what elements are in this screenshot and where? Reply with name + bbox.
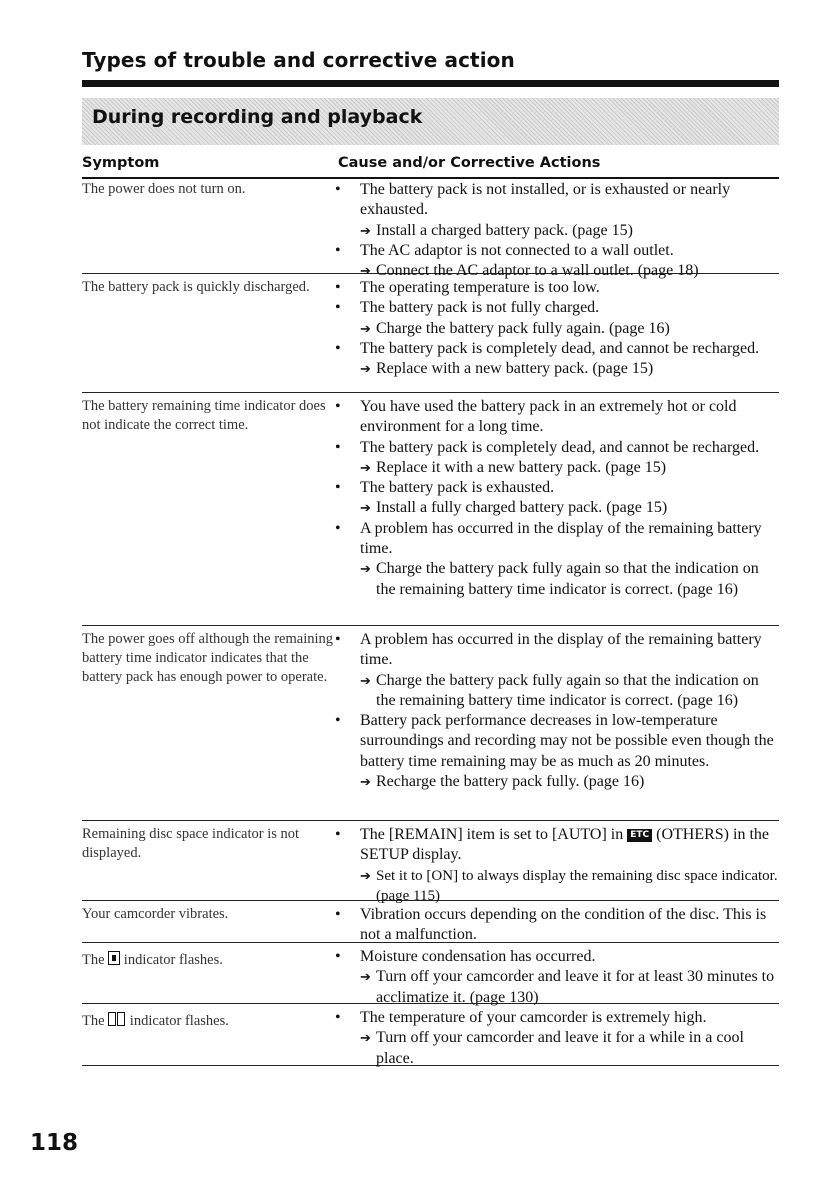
bullet-icon: • bbox=[335, 279, 341, 296]
action-item: ➔ Turn off your camcorder and leave it for at least 30 minutes to acclimatize it. (page 130) bbox=[360, 968, 775, 1006]
cause-item: • A problem has occurred in the display of the remaining battery time. bbox=[335, 631, 762, 669]
arrow-right-icon: ➔ bbox=[360, 672, 371, 688]
table-row bbox=[82, 825, 779, 904]
arrow-right-icon: ➔ bbox=[360, 1030, 371, 1046]
arrow-right-icon: ➔ bbox=[360, 867, 371, 883]
bullet-icon: • bbox=[335, 479, 341, 497]
symptom-cell: Remaining disc space indicator is not displayed. bbox=[82, 826, 300, 861]
action-item: ➔ Charge the battery pack fully again so that the indication on the remaining battery time indicator is correct. (page 16) bbox=[360, 560, 759, 598]
cause-cell bbox=[328, 630, 779, 792]
section-title: During recording and playback bbox=[92, 106, 423, 128]
cause-item: • Moisture condensation has occurred. bbox=[328, 947, 779, 967]
symptom-cell: The power does not turn on. bbox=[82, 181, 246, 197]
cause-cell bbox=[328, 278, 779, 379]
cause-item: • The temperature of your camcorder is extremely high. bbox=[328, 1008, 779, 1028]
cause-item: • Battery pack performance decreases in low-temperature surroundings and recording may not be possible even though the battery time remaining may be as much as 20 minutes. bbox=[335, 712, 774, 770]
cause-cell bbox=[328, 905, 779, 946]
table-header bbox=[82, 152, 779, 179]
bullet-icon: • bbox=[335, 906, 341, 923]
cause-item: • The battery pack is completely dead, and cannot be recharged. bbox=[328, 438, 779, 458]
action-item: ➔ Recharge the battery pack fully. (page 16) bbox=[328, 772, 779, 792]
symptom-cell: Your camcorder vibrates. bbox=[82, 906, 229, 922]
action-item: ➔ Replace with a new battery pack. (page 15) bbox=[328, 359, 779, 379]
bullet-icon: • bbox=[335, 241, 341, 259]
arrow-right-icon: ➔ bbox=[360, 361, 371, 377]
arrow-right-icon: ➔ bbox=[360, 500, 371, 516]
symptom-column-header: Symptom bbox=[82, 155, 160, 171]
arrow-right-icon: ➔ bbox=[360, 774, 371, 790]
table-row bbox=[82, 947, 779, 1004]
page-number: 118 bbox=[30, 1130, 79, 1156]
table-row bbox=[82, 180, 779, 280]
cause-cell bbox=[328, 397, 779, 600]
cause-item: • The operating temperature is too low. bbox=[328, 278, 779, 298]
action-item: ➔ Connect the AC adaptor to a wall outlet. (page 18) bbox=[328, 261, 779, 281]
symptom-cell: The battery remaining time indicator does not indicate the correct time. bbox=[82, 398, 326, 433]
temperature-warning-icon bbox=[108, 1012, 126, 1032]
table-row bbox=[82, 630, 779, 821]
cause-item: • Vibration occurs depending on the condition of the disc. This is not a malfunction. bbox=[335, 906, 767, 944]
cause-item: • The battery pack is not installed, or is exhausted or nearly exhausted. bbox=[335, 181, 731, 219]
bullet-icon: • bbox=[335, 398, 341, 415]
bullet-icon: • bbox=[335, 631, 341, 648]
action-item: ➔ Charge the battery pack fully again. (page 16) bbox=[328, 319, 779, 339]
bullet-icon: • bbox=[335, 519, 341, 537]
title-rule bbox=[82, 80, 779, 87]
action-item: ➔ Charge the battery pack fully again so that the indication on the remaining battery time indicator is correct. (page 16) bbox=[360, 671, 759, 709]
cause-cell bbox=[328, 180, 779, 281]
table-row bbox=[82, 905, 779, 943]
section-banner bbox=[82, 98, 779, 145]
cause-item: • The battery pack is not fully charged. bbox=[328, 298, 779, 318]
table-row bbox=[82, 278, 779, 393]
symptom-cell: The power goes off although the remaining battery time indicator indicates that the battery pack has enough power to operate. bbox=[82, 631, 333, 685]
table-row bbox=[82, 397, 779, 626]
cause-item: • The [REMAIN] item is set to [AUTO] in ETC (OTHERS) in the SETUP display. bbox=[335, 826, 769, 864]
bullet-icon: • bbox=[335, 181, 341, 198]
bullet-icon: • bbox=[335, 948, 341, 965]
symptom-cell: The indicator flashes. bbox=[82, 1012, 337, 1032]
action-item: ➔ Install a charged battery pack. (page 15) bbox=[328, 221, 779, 241]
cause-item: • The AC adaptor is not connected to a wall outlet. bbox=[328, 241, 779, 261]
symptom-cell: The battery pack is quickly discharged. bbox=[82, 279, 310, 295]
bullet-icon: • bbox=[335, 438, 341, 456]
cause-item: • The battery pack is exhausted. bbox=[328, 478, 779, 498]
cause-item: • The battery pack is completely dead, and cannot be recharged. bbox=[328, 339, 779, 359]
bullet-icon: • bbox=[335, 339, 341, 357]
bullet-icon: • bbox=[335, 1009, 341, 1026]
arrow-right-icon: ➔ bbox=[360, 320, 371, 336]
bullet-icon: • bbox=[335, 299, 341, 317]
bullet-icon: • bbox=[335, 712, 341, 730]
page-title: Types of trouble and corrective action bbox=[82, 48, 515, 72]
arrow-right-icon: ➔ bbox=[360, 222, 371, 238]
cause-cell bbox=[328, 1008, 779, 1069]
arrow-right-icon: ➔ bbox=[360, 969, 371, 985]
arrow-right-icon: ➔ bbox=[360, 459, 371, 475]
cause-cell bbox=[328, 947, 779, 1008]
action-item: ➔ Replace it with a new battery pack. (page 15) bbox=[328, 458, 779, 478]
table-row bbox=[82, 1008, 779, 1066]
action-item: ➔ Set it to [ON] to always display the remaining disc space indicator. (page 115) bbox=[360, 867, 778, 904]
moisture-condensation-icon bbox=[108, 951, 120, 965]
cause-column-header: Cause and/or Corrective Actions bbox=[338, 155, 601, 171]
symptom-cell: The indicator flashes. bbox=[82, 952, 223, 968]
action-item: ➔ Turn off your camcorder and leave it for a while in a cool place. bbox=[360, 1029, 744, 1067]
etc-others-icon: ETC bbox=[627, 829, 652, 842]
arrow-right-icon: ➔ bbox=[360, 561, 371, 577]
arrow-right-icon: ➔ bbox=[360, 263, 371, 279]
cause-cell bbox=[328, 825, 779, 906]
action-item: ➔ Install a fully charged battery pack. (page 15) bbox=[328, 498, 779, 518]
cause-item: • You have used the battery pack in an extremely hot or cold environment for a long time. bbox=[335, 398, 737, 436]
cause-item: • A problem has occurred in the display of the remaining battery time. bbox=[335, 519, 762, 558]
bullet-icon: • bbox=[335, 826, 341, 843]
